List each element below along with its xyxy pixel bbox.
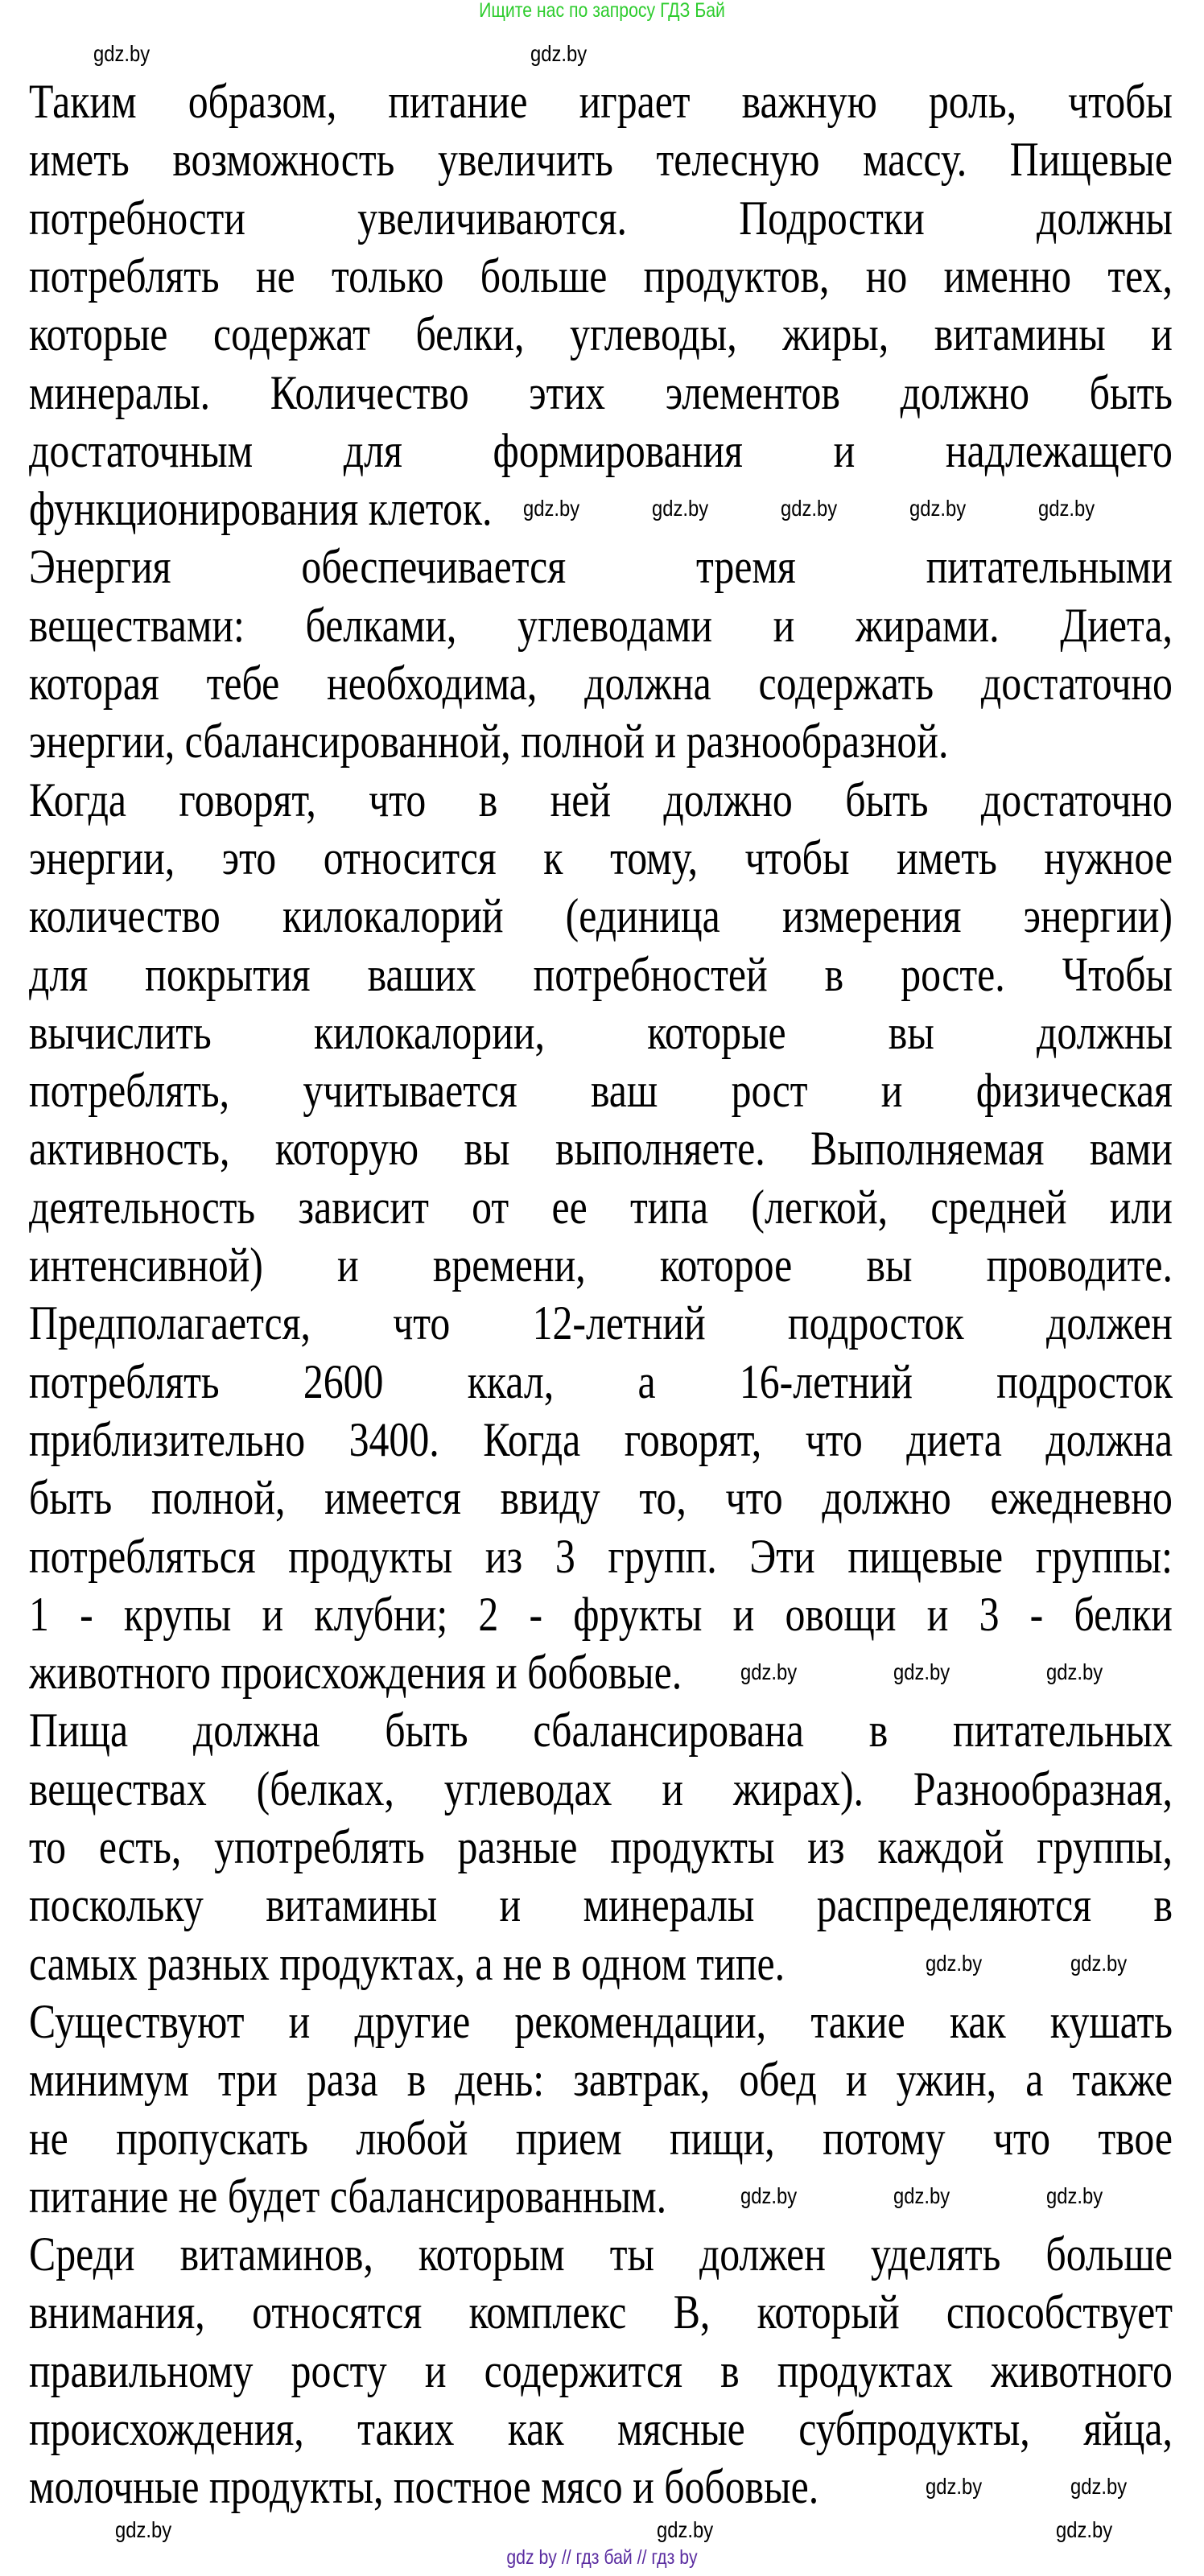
text-line: не пропускать любой прием пищи, потому что твое bbox=[29, 2111, 1173, 2165]
text-line: внимания, относятся комплекс В, который способствует bbox=[29, 2285, 1173, 2339]
watermark: gdz.by bbox=[652, 496, 709, 521]
text-line: Пища должна быть сбалансирована в питательных bbox=[29, 1704, 1173, 1758]
text-line: количество килокалорий (единица измерения энергии) bbox=[29, 889, 1173, 943]
watermark: gdz.by bbox=[530, 41, 588, 66]
text-line: питание не будет сбалансированным. bbox=[29, 2169, 667, 2223]
text-line: Таким образом, питание играет важную роль, чтобы bbox=[29, 75, 1173, 128]
text-line: достаточным для формирования и надлежащего bbox=[29, 423, 1173, 477]
text-line: Предполагается, что 12-летний подросток должен bbox=[29, 1296, 1173, 1350]
text-line: 1 - крупы и клубни; 2 - фрукты и овощи и 3 - белки bbox=[29, 1587, 1173, 1641]
watermark: gdz.by bbox=[523, 496, 580, 521]
footer-watermark: gdz by // гдз бай // гдз by bbox=[506, 2546, 698, 2569]
watermark: gdz.by bbox=[909, 496, 967, 521]
text-line: вычислить килокалории, которые вы должны bbox=[29, 1005, 1173, 1059]
text-line: веществах (белках, углеводах и жирах). Разнообразная, bbox=[29, 1762, 1173, 1816]
text-line: энергии, это относится к тому, чтобы иметь нужное bbox=[29, 831, 1173, 884]
watermark: gdz.by bbox=[1046, 2182, 1103, 2208]
text-line: животного происхождения и бобовые. bbox=[29, 1646, 682, 1700]
text-line: потреблять 2600 ккал, а 16-летний подросток bbox=[29, 1354, 1173, 1408]
text-line: происхождения, таких как мясные субпродукты, яйца, bbox=[29, 2402, 1173, 2455]
text-line: функционирования клеток. bbox=[29, 482, 493, 536]
watermark: gdz.by bbox=[740, 2182, 798, 2208]
text-line: быть полной, имеется ввиду то, что должно ежедневно bbox=[29, 1471, 1173, 1525]
text-line: потребляться продукты из 3 групп. Эти пищевые группы: bbox=[29, 1529, 1173, 1583]
watermark: gdz.by bbox=[1038, 496, 1095, 521]
text-line: интенсивной) и времени, которое вы проводите. bbox=[29, 1239, 1173, 1292]
text-line: правильному росту и содержится в продуктах животного bbox=[29, 2343, 1173, 2397]
watermark: gdz.by bbox=[893, 2182, 950, 2208]
text-line: минералы. Количество этих элементов должно быть bbox=[29, 365, 1173, 419]
watermark: gdz.by bbox=[740, 1659, 798, 1685]
text-line: минимум три раза в день: завтрак, обед и ужин, а также bbox=[29, 2053, 1173, 2107]
text-line: активность, которую вы выполняете. Выполняемая вами bbox=[29, 1122, 1173, 1176]
text-line: Энергия обеспечивается тремя питательными bbox=[29, 540, 1173, 594]
text-line: приблизительно 3400. Когда говорят, что диета должна bbox=[29, 1412, 1173, 1466]
text-line: Существуют и другие рекомендации, такие как кушать bbox=[29, 1994, 1173, 2048]
text-line: деятельность зависит от ее типа (легкой, средней или bbox=[29, 1180, 1173, 1234]
text-line: самых разных продуктах, а не в одном типе. bbox=[29, 1936, 785, 1990]
watermark: gdz.by bbox=[926, 2474, 983, 2500]
watermark: gdz.by bbox=[115, 2517, 172, 2542]
text-line: молочные продукты, постное мясо и бобовые. bbox=[29, 2460, 819, 2514]
text-line: то есть, употреблять разные продукты из каждой группы, bbox=[29, 1820, 1173, 1873]
text-line: поскольку витамины и минералы распределяются в bbox=[29, 1878, 1173, 1932]
text-line: Когда говорят, что в ней должно быть достаточно bbox=[29, 773, 1173, 826]
watermark: gdz.by bbox=[1070, 2474, 1128, 2500]
text-line: веществами: белками, углеводами и жирами. Диета, bbox=[29, 598, 1173, 652]
watermark: gdz.by bbox=[1056, 2517, 1113, 2542]
watermark: gdz.by bbox=[1070, 1950, 1128, 1976]
search-hint-banner: Ищите нас по запросу ГДЗ Бай bbox=[479, 0, 725, 22]
text-line: для покрытия ваших потребностей в росте. Чтобы bbox=[29, 947, 1173, 1001]
watermark: gdz.by bbox=[657, 2517, 714, 2542]
text-line: потреблять не только больше продуктов, но именно тех, bbox=[29, 249, 1173, 303]
watermark: gdz.by bbox=[781, 496, 838, 521]
watermark: gdz.by bbox=[1046, 1659, 1103, 1685]
text-line: потребности увеличиваются. Подростки должны bbox=[29, 191, 1173, 245]
text-line: энергии, сбалансированной, полной и разнообразной. bbox=[29, 715, 949, 769]
text-line: которая тебе необходима, должна содержать достаточно bbox=[29, 657, 1173, 710]
text-line: которые содержат белки, углеводы, жиры, витамины и bbox=[29, 307, 1173, 361]
watermark: gdz.by bbox=[926, 1950, 983, 1976]
watermark: gdz.by bbox=[93, 41, 150, 66]
text-line: потреблять, учитывается ваш рост и физическая bbox=[29, 1064, 1173, 1118]
watermark: gdz.by bbox=[893, 1659, 950, 1685]
text-line: иметь возможность увеличить телесную массу. Пищевые bbox=[29, 133, 1173, 187]
text-line: Среди витаминов, которым ты должен уделять больше bbox=[29, 2228, 1173, 2281]
